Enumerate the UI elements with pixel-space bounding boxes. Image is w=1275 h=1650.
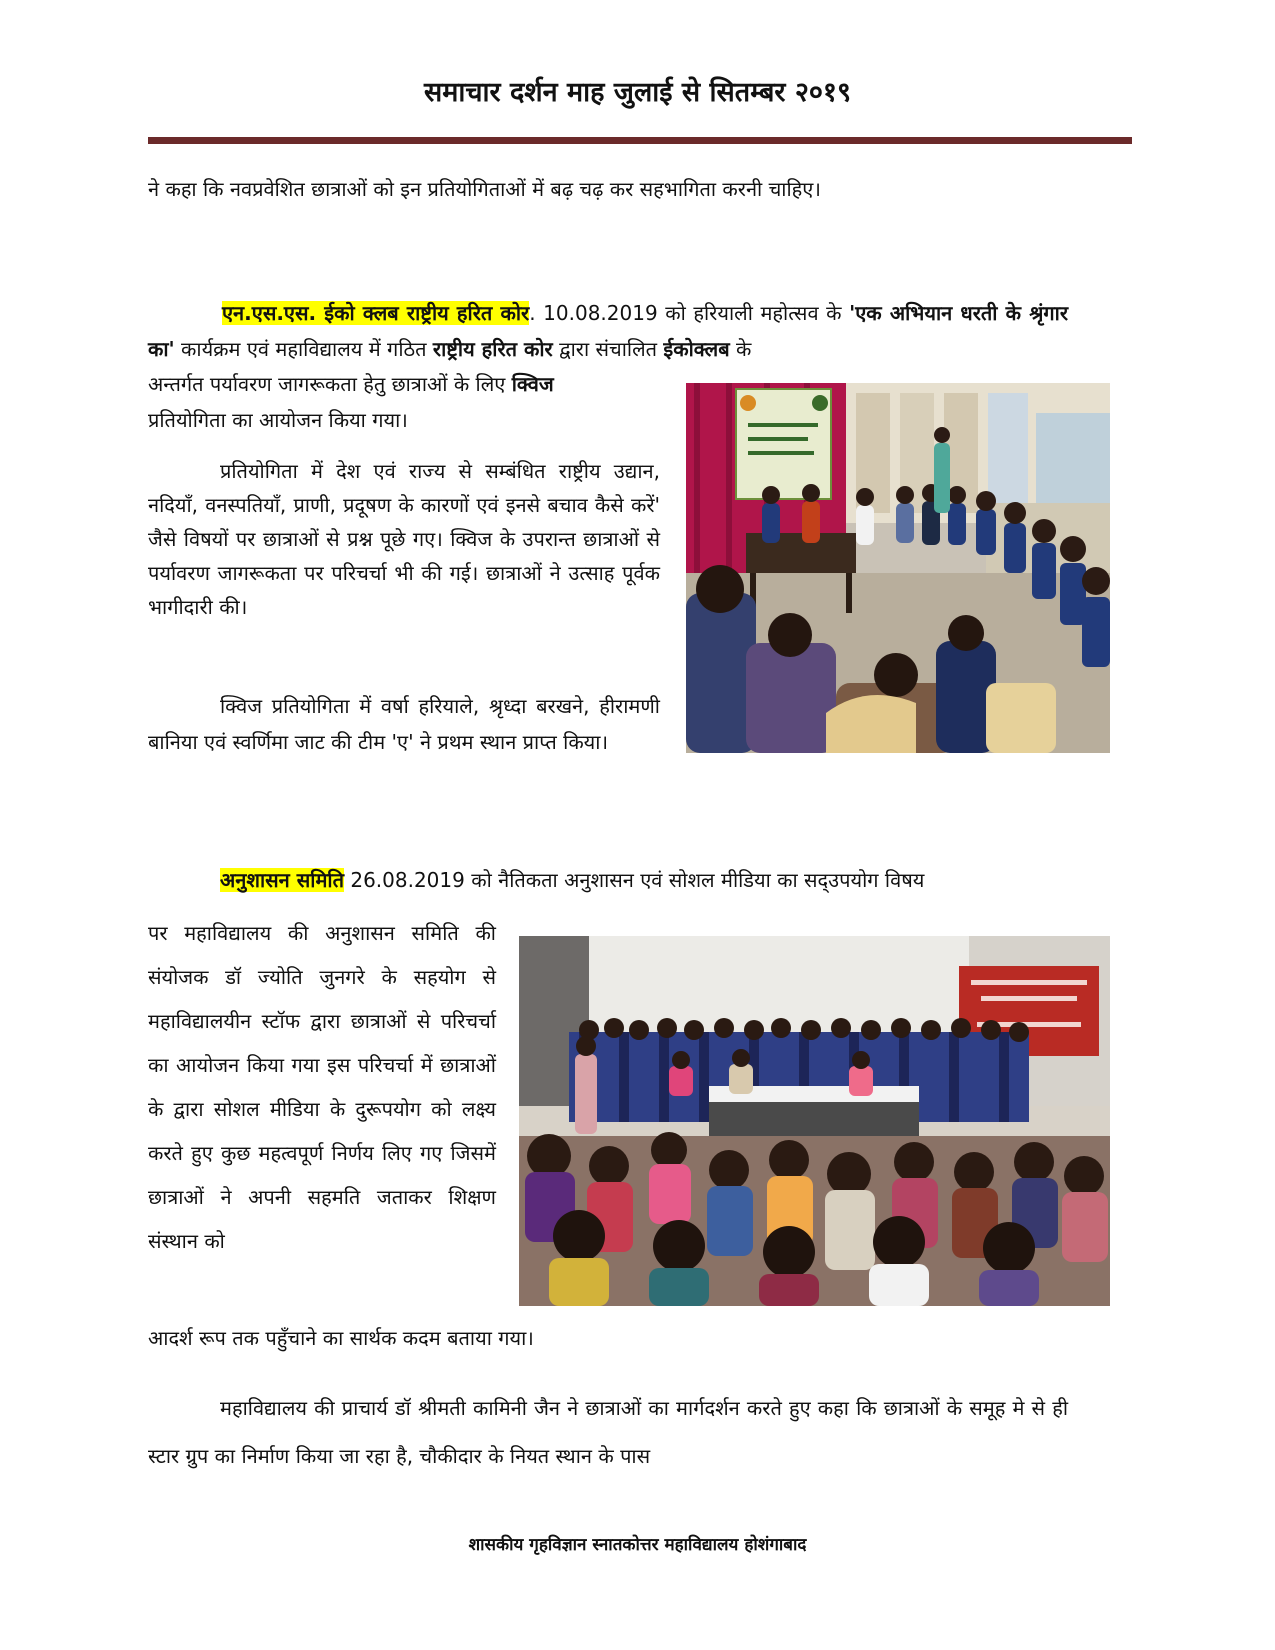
eco-club-quiz-intro: अन्तर्गत पर्यावरण जागरूकता हेतु छात्राओं के लिए क्विज प्रतियोगिता का आयोजन किया गया। (148, 372, 554, 432)
header-divider (148, 137, 1132, 144)
page-title: समाचार दर्शन माह जुलाई से सितम्बर २०१९ (423, 77, 851, 108)
discipline-lead: अनुशासन समिति 26.08.2019 को नैतिकता अनुशासन एवं सोशल मीडिया का सद्उपयोग विषय (220, 868, 925, 892)
eco-club-event-photo (686, 383, 1110, 753)
discipline-event-photo (519, 936, 1110, 1306)
discipline-body: पर महाविद्यालय की अनुशासन समिति की संयोजक डॉ ज्योति जुनगरे के सहयोग से महाविद्यालयीन स्टॉफ द्वारा छात्राओं से परिचर्चा का आयोजन किया गया इस परिचर्चा में छात्राओं के द्वारा सोशल मीडिया के दुरूपयोग को लक्ष्य करते हुए कुछ महत्वपूर्ण निर्णय लिए गए जिसमें छात्राओं ने अपनी सहमति जताकर शिक्षण संस्थान को (148, 921, 496, 1253)
discipline-heading: अनुशासन समिति (220, 868, 344, 892)
eco-club-lead: एन.एस.एस. ईको क्लब राष्ट्रीय हरित कोर. 10.08.2019 को हरियाली महोत्सव के 'एक अभियान धरती के श्रृंगार का' कार्यक्रम एवं महाविद्यालय में गठित राष्ट्रीय हरित कोर द्वारा संचालित ईकोक्लब के (148, 301, 1068, 361)
principal-paragraph: महाविद्यालय की प्राचार्य डॉ श्रीमती कामिनी जैन ने छात्राओं का मार्गदर्शन करते हुए कहा कि छात्राओं के समूह मे से ही स्टार ग्रुप का निर्माण किया जा रहा है, चौकीदार के नियत स्थान के पास (148, 1396, 1068, 1468)
eco-club-paragraph-2: प्रतियोगिता में देश एवं राज्य से सम्बंधित राष्ट्रीय उद्यान, नदियॉं, वनस्पतियॉं, प्राणी, प्रदूषण के कारणों एवं इनसे बचाव कैसे करें' जैसे विषयों पर छात्राओं से प्रश्न पूछे गए। क्विज के उपरान्त छात्राओं से पर्यावरण जागरूकता पर परिचर्चा भी की गई। छात्राओं ने उत्साह पूर्वक भागीदारी की। (148, 459, 660, 619)
intro-paragraph: ने कहा कि नवप्रवेशित छात्राओं को इन प्रतियोगिताओं में बढ़ चढ़ कर सहभागिता करनी चाहिए। (148, 177, 821, 201)
eco-club-heading: एन.एस.एस. ईको क्लब राष्ट्रीय हरित कोर (222, 301, 530, 325)
page-footer: शासकीय गृहविज्ञान स्नातकोत्तर महाविद्यालय होशंगाबाद (468, 1535, 807, 1555)
discipline-tail: आदर्श रूप तक पहुँचाने का सार्थक कदम बताया गया। (148, 1326, 534, 1350)
eco-club-paragraph-3: क्विज प्रतियोगिता में वर्षा हरियाले, श्रृध्दा बरखने, हीरामणी बानिया एवं स्वर्णिमा जाट की टीम 'ए' ने प्रथम स्थान प्राप्त किया। (148, 694, 660, 754)
